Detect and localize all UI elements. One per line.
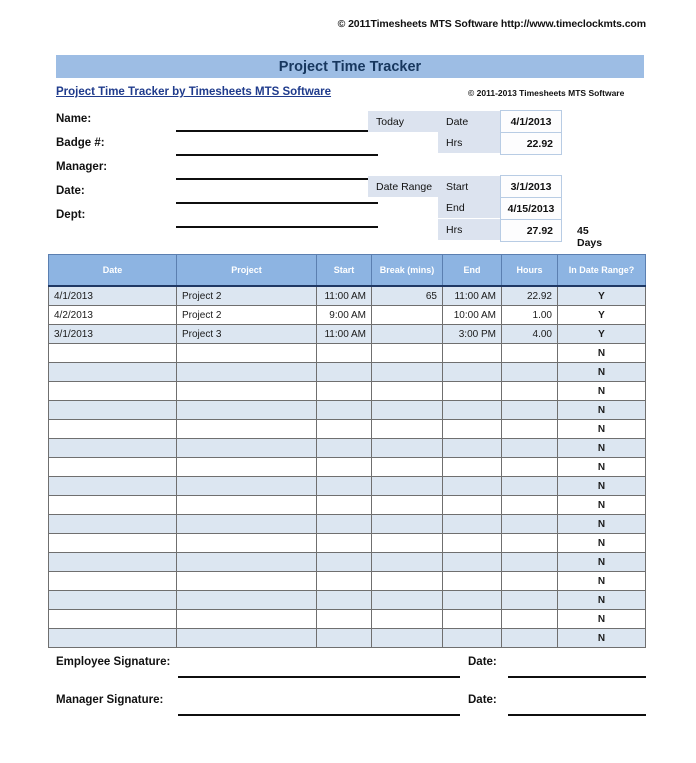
employee-signature-label: Employee Signature: — [56, 656, 171, 668]
cell-start[interactable] — [317, 553, 372, 572]
cell-end[interactable] — [443, 439, 502, 458]
cell-hours[interactable] — [502, 534, 558, 553]
cell-hours[interactable] — [502, 382, 558, 401]
manager-signature-line[interactable] — [178, 714, 460, 716]
cell-hours[interactable] — [502, 363, 558, 382]
cell-in-range[interactable]: N — [558, 629, 646, 648]
cell-start[interactable] — [317, 534, 372, 553]
cell-hours[interactable] — [502, 610, 558, 629]
cell-in-range[interactable]: N — [558, 610, 646, 629]
range-hrs-label: Hrs — [438, 219, 500, 240]
cell-in-range[interactable]: N — [558, 515, 646, 534]
cell-end[interactable] — [443, 591, 502, 610]
table-row[interactable] — [49, 591, 646, 610]
cell-hours[interactable]: 1.00 — [502, 306, 558, 325]
col-header-date[interactable]: Date — [49, 255, 177, 287]
cell-project[interactable] — [177, 572, 317, 591]
cell-in-range[interactable]: Y — [558, 286, 646, 306]
range-hrs-value[interactable]: 27.92 — [500, 219, 562, 242]
cell-start[interactable] — [317, 458, 372, 477]
today-group-label: Today — [368, 111, 438, 132]
cell-start[interactable] — [317, 363, 372, 382]
cell-project[interactable] — [177, 344, 317, 363]
cell-break[interactable] — [372, 572, 443, 591]
date-label: Date: — [56, 185, 85, 197]
cell-date[interactable] — [49, 458, 177, 477]
table-header-row — [49, 255, 646, 287]
cell-project[interactable] — [177, 363, 317, 382]
cell-date[interactable] — [49, 496, 177, 515]
cell-date[interactable] — [49, 401, 177, 420]
cell-start[interactable]: 11:00 AM — [317, 325, 372, 344]
cell-hours[interactable] — [502, 420, 558, 439]
col-header-start[interactable]: Start — [317, 255, 372, 287]
cell-date[interactable] — [49, 344, 177, 363]
cell-end[interactable] — [443, 363, 502, 382]
cell-project[interactable] — [177, 458, 317, 477]
cell-break[interactable] — [372, 477, 443, 496]
cell-hours[interactable] — [502, 572, 558, 591]
cell-project[interactable] — [177, 534, 317, 553]
cell-hours[interactable] — [502, 553, 558, 572]
cell-start[interactable]: 11:00 AM — [317, 286, 372, 306]
range-end-label: End — [438, 197, 500, 218]
date-range-group-label: Date Range — [368, 176, 438, 197]
cell-hours[interactable]: 22.92 — [502, 286, 558, 306]
cell-date[interactable] — [49, 420, 177, 439]
cell-in-range[interactable]: N — [558, 477, 646, 496]
cell-project[interactable] — [177, 591, 317, 610]
page-title-banner — [56, 55, 644, 78]
cell-break[interactable] — [372, 382, 443, 401]
today-date-label: Date — [438, 111, 500, 132]
cell-in-range[interactable]: N — [558, 553, 646, 572]
dept-field-line[interactable] — [176, 226, 378, 228]
range-start-label: Start — [438, 176, 500, 197]
col-header-in-range[interactable]: In Date Range? — [558, 255, 646, 287]
cell-break[interactable] — [372, 610, 443, 629]
cell-in-range[interactable]: N — [558, 439, 646, 458]
cell-project[interactable]: Project 2 — [177, 286, 317, 306]
cell-start[interactable] — [317, 420, 372, 439]
table-row[interactable] — [49, 553, 646, 572]
cell-date[interactable]: 4/2/2013 — [49, 306, 177, 325]
cell-end[interactable] — [443, 420, 502, 439]
cell-project[interactable]: Project 3 — [177, 325, 317, 344]
cell-end[interactable] — [443, 458, 502, 477]
cell-in-range[interactable]: N — [558, 534, 646, 553]
cell-project[interactable] — [177, 439, 317, 458]
cell-date[interactable]: 3/1/2013 — [49, 325, 177, 344]
cell-in-range[interactable]: Y — [558, 306, 646, 325]
cell-start[interactable] — [317, 629, 372, 648]
col-header-project[interactable]: Project — [177, 255, 317, 287]
date-field-line[interactable] — [176, 202, 378, 204]
employee-signature-row — [56, 652, 646, 690]
cell-start[interactable] — [317, 344, 372, 363]
employee-signature-date-label: Date: — [468, 656, 497, 668]
cell-start[interactable] — [317, 439, 372, 458]
cell-in-range[interactable]: N — [558, 382, 646, 401]
today-hrs-value[interactable]: 22.92 — [500, 132, 562, 155]
table-row[interactable] — [49, 629, 646, 648]
cell-start[interactable] — [317, 496, 372, 515]
cell-in-range[interactable]: N — [558, 591, 646, 610]
table-row[interactable] — [49, 306, 646, 325]
cell-date[interactable] — [49, 363, 177, 382]
cell-break[interactable] — [372, 363, 443, 382]
range-end-value[interactable]: 4/15/2013 — [500, 197, 562, 220]
cell-end[interactable] — [443, 572, 502, 591]
manager-signature-date-line[interactable] — [508, 714, 646, 716]
cell-break[interactable] — [372, 306, 443, 325]
employee-signature-date-line[interactable] — [508, 676, 646, 678]
cell-break[interactable] — [372, 591, 443, 610]
name-field-line[interactable] — [176, 130, 378, 132]
timesheet-table-wrapper — [48, 254, 645, 648]
employee-info-form — [56, 110, 386, 230]
cell-hours[interactable] — [502, 439, 558, 458]
cell-break[interactable] — [372, 325, 443, 344]
manager-label: Manager: — [56, 161, 108, 173]
cell-break[interactable] — [372, 534, 443, 553]
cell-project[interactable] — [177, 515, 317, 534]
form-row-date — [56, 182, 386, 206]
cell-date[interactable] — [49, 572, 177, 591]
today-hrs-label: Hrs — [438, 132, 500, 153]
employee-signature-line[interactable] — [178, 676, 460, 678]
cell-in-range[interactable]: N — [558, 458, 646, 477]
dept-label: Dept: — [56, 209, 86, 221]
table-row[interactable] — [49, 286, 646, 306]
table-row[interactable] — [49, 344, 646, 363]
cell-break[interactable]: 65 — [372, 286, 443, 306]
page-title: Project Time Tracker — [278, 58, 422, 75]
table-row[interactable] — [49, 401, 646, 420]
cell-break[interactable] — [372, 629, 443, 648]
cell-end[interactable]: 10:00 AM — [443, 306, 502, 325]
cell-project[interactable] — [177, 553, 317, 572]
cell-end[interactable] — [443, 344, 502, 363]
manager-signature-label: Manager Signature: — [56, 694, 164, 706]
timesheet-table — [48, 254, 646, 648]
cell-break[interactable] — [372, 439, 443, 458]
today-date-value[interactable]: 4/1/2013 — [500, 110, 562, 133]
form-row-dept — [56, 206, 386, 230]
cell-in-range[interactable]: N — [558, 401, 646, 420]
cell-in-range[interactable]: N — [558, 420, 646, 439]
cell-project[interactable] — [177, 401, 317, 420]
cell-end[interactable] — [443, 496, 502, 515]
cell-end[interactable]: 11:00 AM — [443, 286, 502, 306]
table-row[interactable] — [49, 534, 646, 553]
cell-hours[interactable] — [502, 344, 558, 363]
cell-project[interactable]: Project 2 — [177, 306, 317, 325]
cell-in-range[interactable]: Y — [558, 325, 646, 344]
cell-start[interactable] — [317, 401, 372, 420]
cell-hours[interactable] — [502, 496, 558, 515]
cell-project[interactable] — [177, 382, 317, 401]
cell-break[interactable] — [372, 344, 443, 363]
table-row[interactable] — [49, 477, 646, 496]
table-row[interactable] — [49, 420, 646, 439]
table-row[interactable] — [49, 325, 646, 344]
cell-date[interactable] — [49, 477, 177, 496]
cell-date[interactable] — [49, 610, 177, 629]
table-row[interactable] — [49, 572, 646, 591]
name-label: Name: — [56, 113, 92, 125]
cell-end[interactable] — [443, 515, 502, 534]
cell-date[interactable] — [49, 515, 177, 534]
cell-date[interactable] — [49, 553, 177, 572]
cell-project[interactable] — [177, 629, 317, 648]
cell-end[interactable] — [443, 629, 502, 648]
cell-date[interactable] — [49, 382, 177, 401]
cell-end[interactable] — [443, 382, 502, 401]
signature-area — [56, 652, 646, 728]
cell-in-range[interactable]: N — [558, 496, 646, 515]
cell-end[interactable] — [443, 534, 502, 553]
cell-hours[interactable] — [502, 401, 558, 420]
cell-end[interactable] — [443, 401, 502, 420]
cell-project[interactable] — [177, 477, 317, 496]
form-row-manager — [56, 158, 386, 182]
col-header-end[interactable]: End — [443, 255, 502, 287]
cell-date[interactable]: 4/1/2013 — [49, 286, 177, 306]
form-row-badge — [56, 134, 386, 158]
cell-break[interactable] — [372, 496, 443, 515]
col-header-break[interactable]: Break (mins) — [372, 255, 443, 287]
badge-field-line[interactable] — [176, 154, 378, 156]
cell-start[interactable] — [317, 591, 372, 610]
cell-date[interactable] — [49, 534, 177, 553]
cell-hours[interactable] — [502, 591, 558, 610]
cell-date[interactable] — [49, 439, 177, 458]
table-row[interactable] — [49, 515, 646, 534]
manager-signature-date-label: Date: — [468, 694, 497, 706]
cell-start[interactable] — [317, 515, 372, 534]
cell-start[interactable]: 9:00 AM — [317, 306, 372, 325]
cell-break[interactable] — [372, 420, 443, 439]
cell-project[interactable] — [177, 496, 317, 515]
cell-hours[interactable] — [502, 515, 558, 534]
range-days-note: 45 Days — [577, 225, 603, 249]
cell-in-range[interactable]: N — [558, 344, 646, 363]
table-row[interactable] — [49, 458, 646, 477]
cell-hours[interactable] — [502, 458, 558, 477]
cell-project[interactable] — [177, 610, 317, 629]
cell-end[interactable] — [443, 553, 502, 572]
page-copyright-header: © 2011Timesheets MTS Software http://www.timeclockmts.com — [337, 18, 646, 30]
manager-field-line[interactable] — [176, 178, 378, 180]
cell-in-range[interactable]: N — [558, 572, 646, 591]
range-start-value[interactable]: 3/1/2013 — [500, 175, 562, 198]
cell-hours[interactable] — [502, 629, 558, 648]
table-body — [49, 286, 646, 648]
cell-project[interactable] — [177, 420, 317, 439]
form-row-name — [56, 110, 386, 134]
table-row[interactable] — [49, 439, 646, 458]
cell-date[interactable] — [49, 591, 177, 610]
cell-hours[interactable]: 4.00 — [502, 325, 558, 344]
table-row[interactable] — [49, 363, 646, 382]
cell-break[interactable] — [372, 401, 443, 420]
cell-hours[interactable] — [502, 477, 558, 496]
badge-label: Badge #: — [56, 137, 105, 149]
cell-break[interactable] — [372, 458, 443, 477]
cell-break[interactable] — [372, 553, 443, 572]
cell-break[interactable] — [372, 515, 443, 534]
product-link[interactable]: Project Time Tracker by Timesheets MTS Software — [56, 86, 332, 98]
col-header-hours[interactable]: Hours — [502, 255, 558, 287]
cell-start[interactable] — [317, 382, 372, 401]
cell-date[interactable] — [49, 629, 177, 648]
table-row[interactable] — [49, 610, 646, 629]
cell-start[interactable] — [317, 477, 372, 496]
cell-in-range[interactable]: N — [558, 363, 646, 382]
table-row[interactable] — [49, 496, 646, 515]
product-copyright: © 2011-2013 Timesheets MTS Software — [468, 88, 625, 98]
cell-end[interactable] — [443, 477, 502, 496]
cell-end[interactable]: 3:00 PM — [443, 325, 502, 344]
table-row[interactable] — [49, 382, 646, 401]
cell-start[interactable] — [317, 610, 372, 629]
cell-start[interactable] — [317, 572, 372, 591]
cell-end[interactable] — [443, 610, 502, 629]
manager-signature-row — [56, 690, 646, 728]
